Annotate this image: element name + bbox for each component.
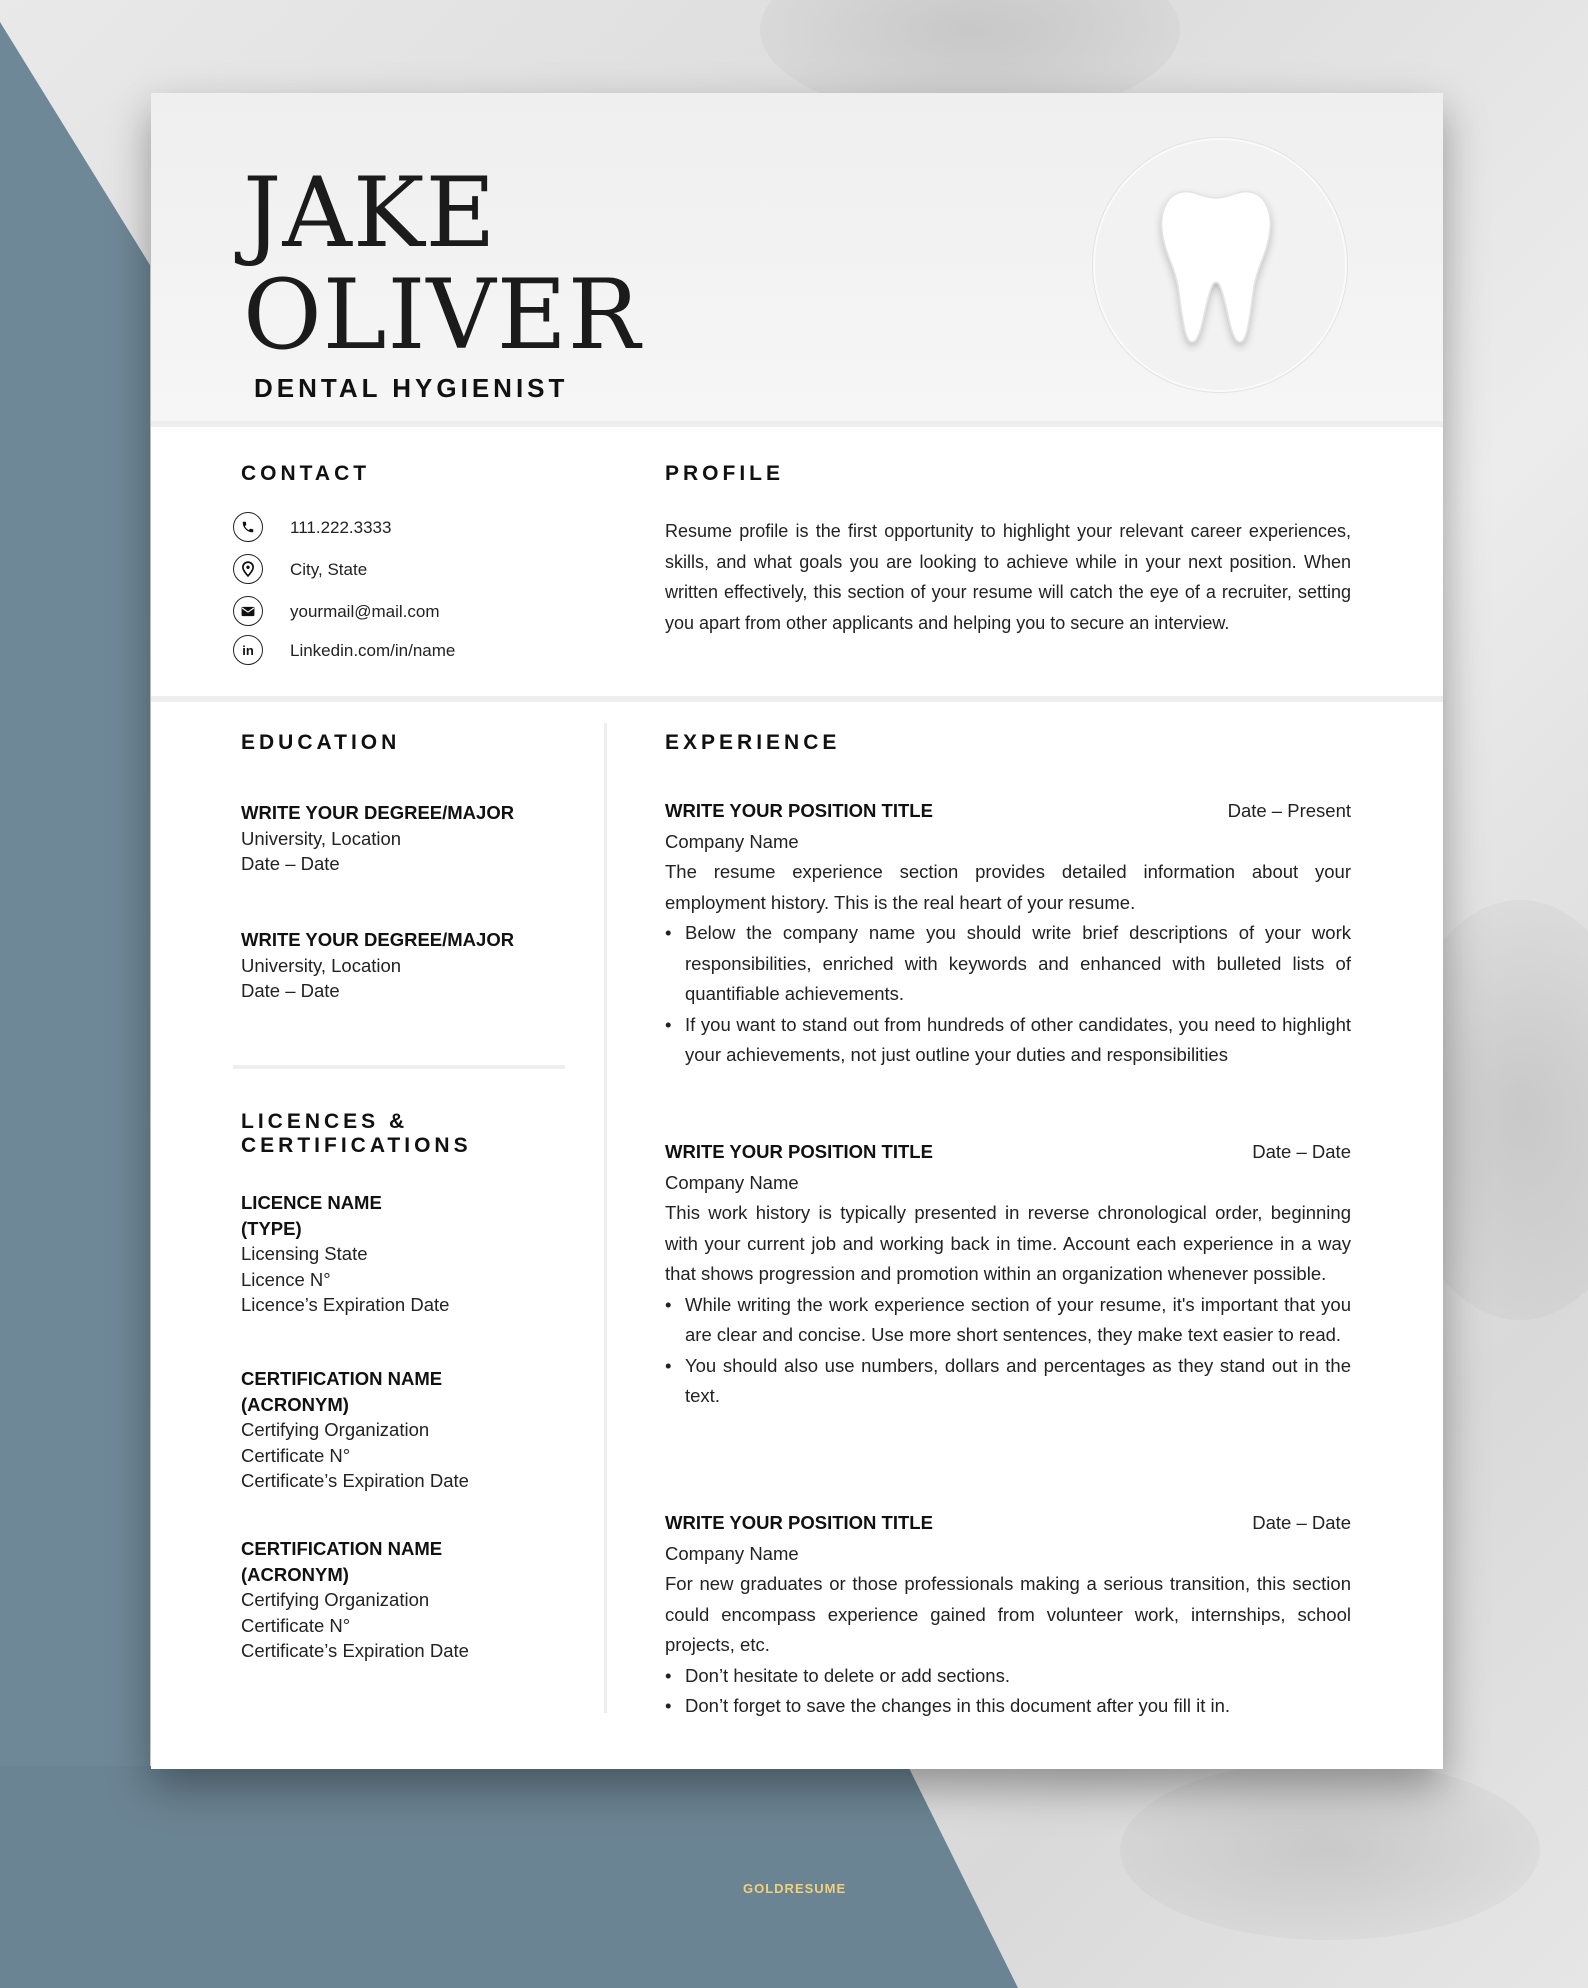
certification-name: CERTIFICATION NAME <box>241 1368 443 1389</box>
position-title: WRITE YOUR POSITION TITLE <box>665 800 933 821</box>
licence-type: (TYPE) <box>241 1217 302 1239</box>
certification-number: Certificate N° <box>241 1614 351 1636</box>
company-name: Company Name <box>665 1171 799 1193</box>
education-entry <box>241 800 571 877</box>
bullet-item: • While writing the work experience section of your resume, it's important that you are clear and concise. Use more short sentences, they make text easier to read. <box>665 1290 1351 1351</box>
divider <box>233 1065 565 1069</box>
position-date: Date – Date <box>1252 1512 1351 1533</box>
resume-page <box>151 93 1443 1769</box>
tooth-icon <box>1150 182 1290 352</box>
experience-heading: EXPERIENCE <box>665 731 841 754</box>
certification-entry <box>241 1366 571 1494</box>
company-name: Company Name <box>665 830 799 852</box>
location-pin-icon <box>233 554 263 584</box>
licences-heading-line1: LICENCES & <box>241 1110 409 1133</box>
licence-entry <box>241 1190 571 1318</box>
certification-acronym: (ACRONYM) <box>241 1393 349 1415</box>
job-description: For new graduates or those professionals making a serious transition, this section could encompass experience gained from volunteer work, internships, school projects, etc. <box>665 1573 1351 1655</box>
school: University, Location <box>241 954 402 976</box>
degree-title: WRITE YOUR DEGREE/MAJOR <box>241 802 515 823</box>
certification-name: CERTIFICATION NAME <box>241 1538 443 1559</box>
mail-icon <box>233 596 263 626</box>
experience-entry <box>665 1508 1351 1722</box>
licence-expiry: Licence’s Expiration Date <box>241 1294 450 1315</box>
company-name: Company Name <box>665 1542 799 1564</box>
licences-heading-line2: CERTIFICATIONS <box>241 1134 472 1157</box>
logo-circle <box>1093 138 1347 392</box>
certification-number: Certificate N° <box>241 1444 351 1466</box>
contact-email <box>233 596 533 628</box>
job-description: The resume experience section provides detailed information about your employment history. This is the real heart of your resume. <box>665 861 1351 913</box>
last-name: OLIVER <box>243 259 642 371</box>
licence-org: Licensing State <box>241 1243 368 1264</box>
licence-name: LICENCE NAME <box>241 1192 382 1213</box>
certification-entry <box>241 1536 571 1664</box>
position-title: WRITE YOUR POSITION TITLE <box>665 1141 933 1162</box>
bullet-item: • Below the company name you should write brief descriptions of your work responsibilities, enriched with keywords and enhanced with bulleted lists of quantifiable achievements. <box>665 918 1351 1010</box>
position-date: Date – Date <box>1252 1141 1351 1162</box>
bullet-item: • If you want to stand out from hundreds of other candidates, you need to highlight your achievements, not just outline your duties and responsibilities <box>665 1010 1351 1071</box>
location-text: City, State <box>290 560 368 579</box>
certification-acronym: (ACRONYM) <box>241 1563 349 1585</box>
email-text: yourmail@mail.com <box>290 602 440 621</box>
licence-number: Licence N° <box>241 1268 331 1290</box>
education-heading: EDUCATION <box>241 731 401 754</box>
experience-entry <box>665 796 1351 1071</box>
bullet-item: • You should also use numbers, dollars and percentages as they stand out in the text. <box>665 1351 1351 1412</box>
slate-backdrop <box>0 0 160 1988</box>
education-date: Date – Date <box>241 853 340 874</box>
licences-heading <box>241 1110 472 1158</box>
certification-expiry: Certificate’s Expiration Date <box>241 1470 469 1491</box>
bullet-item: • Don’t hesitate to delete or add sections. <box>665 1661 1351 1692</box>
position-date: Date – Present <box>1227 800 1351 821</box>
education-date: Date – Date <box>241 980 340 1001</box>
certification-org: Certifying Organization <box>241 1589 430 1610</box>
certification-org: Certifying Organization <box>241 1419 430 1440</box>
phone-icon <box>233 512 263 542</box>
divider <box>151 421 1443 427</box>
divider <box>151 696 1443 702</box>
certification-expiry: Certificate’s Expiration Date <box>241 1640 469 1661</box>
profile-text: Resume profile is the first opportunity to highlight your relevant career experiences, skills, and what goals you are looking to achieve while in your next position. When written effectively, this section of your resume will catch the eye of a recruiter, setting you apart from other applicants and helping you to secure an interview. <box>665 521 1351 633</box>
position-title: WRITE YOUR POSITION TITLE <box>665 1512 933 1533</box>
brand-logo: GOLDRESUME <box>743 1881 847 1896</box>
education-entry <box>241 927 571 1004</box>
column-divider <box>604 723 607 1713</box>
contact-location <box>233 554 533 586</box>
contact-phone <box>233 512 533 544</box>
degree-title: WRITE YOUR DEGREE/MAJOR <box>241 929 515 950</box>
bullet-item: • Don’t forget to save the changes in this document after you fill it in. <box>665 1691 1351 1722</box>
linkedin-text: Linkedin.com/in/name <box>290 641 456 660</box>
contact-heading: CONTACT <box>241 462 371 485</box>
job-description: This work history is typically presented in reverse chronological order, beginning with your current job and working back in time. Account each experience in a way that shows progression and promotion within an organization whenever possible. <box>665 1202 1351 1284</box>
profile-heading: PROFILE <box>665 462 785 485</box>
experience-entry <box>665 1137 1351 1412</box>
contact-linkedin <box>233 635 533 667</box>
phone-text: 111.222.3333 <box>290 518 392 537</box>
marble-texture <box>1120 1760 1540 1940</box>
linkedin-icon: in <box>233 635 263 665</box>
school: University, Location <box>241 827 402 849</box>
job-title: DENTAL HYGIENIST <box>254 373 569 403</box>
first-name: JAKE <box>243 157 497 269</box>
